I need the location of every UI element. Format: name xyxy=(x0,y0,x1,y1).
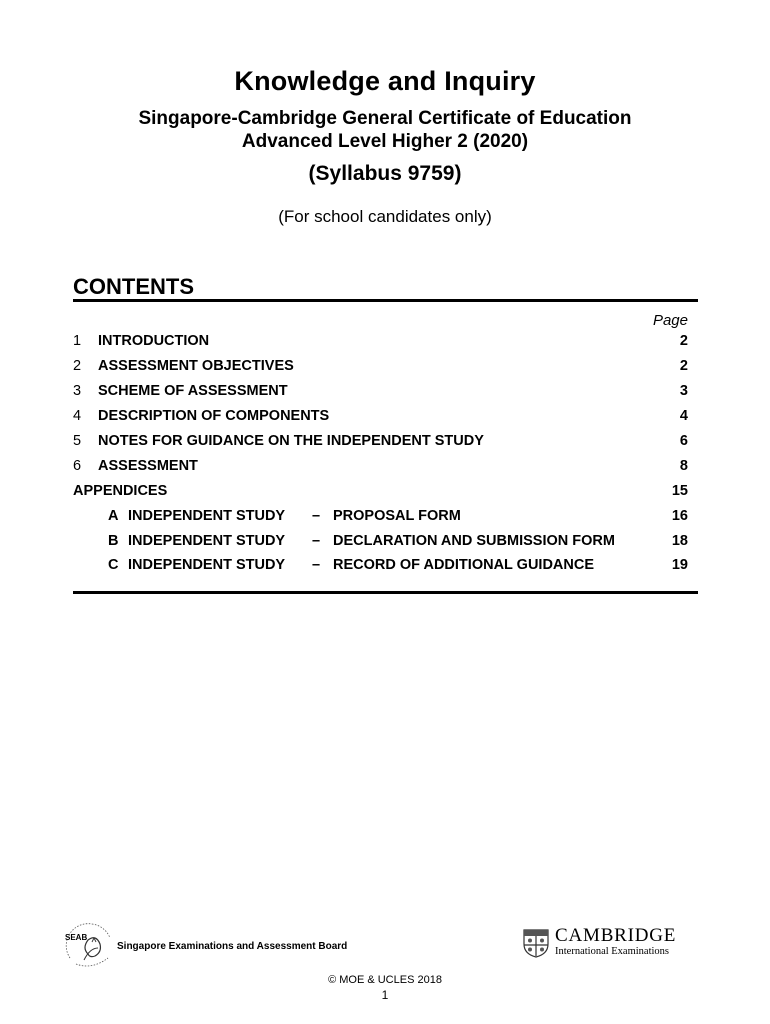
appendix-form-title: RECORD OF ADDITIONAL GUIDANCE xyxy=(333,557,594,573)
toc-title: NOTES FOR GUIDANCE ON THE INDEPENDENT STUDY xyxy=(98,433,484,449)
toc-number: 3 xyxy=(73,383,82,399)
toc-number: 4 xyxy=(73,408,82,424)
toc-page: 4 xyxy=(679,408,688,424)
subtitle-line-1: Singapore-Cambridge General Certificate of Education xyxy=(138,108,632,129)
toc-page: 3 xyxy=(679,383,688,399)
toc-page: 6 xyxy=(679,433,688,449)
toc-number: 5 xyxy=(73,433,82,449)
cambridge-name: CAMBRIDGE xyxy=(555,925,677,946)
toc-number: 6 xyxy=(73,458,82,474)
appendix-dash: – xyxy=(312,508,321,524)
toc-page: 18 xyxy=(671,533,688,549)
toc-entry xyxy=(73,458,688,480)
toc-entry xyxy=(73,408,688,430)
syllabus-code: (Syllabus 9759) xyxy=(308,162,462,185)
seab-logo-icon xyxy=(62,918,114,968)
appendix-entry xyxy=(73,508,688,530)
toc-page: 2 xyxy=(679,358,688,374)
seab-logo-text: SEAB xyxy=(65,933,88,942)
toc-title: DESCRIPTION OF COMPONENTS xyxy=(98,408,330,424)
toc-page: 19 xyxy=(671,557,688,573)
subtitle-line-2: Advanced Level Higher 2 (2020) xyxy=(241,131,529,152)
appendix-dash: – xyxy=(312,533,321,549)
appendix-letter: A xyxy=(108,508,119,524)
toc-title: SCHEME OF ASSESSMENT xyxy=(98,383,288,399)
toc-entry xyxy=(73,333,688,355)
cambridge-subtitle: International Examinations xyxy=(555,946,670,957)
document-title: Knowledge and Inquiry xyxy=(234,66,536,96)
toc-title: ASSESSMENT xyxy=(98,458,198,474)
toc-entry xyxy=(73,433,688,455)
appendix-dash: – xyxy=(312,557,321,573)
appendix-form-title: DECLARATION AND SUBMISSION FORM xyxy=(333,533,615,549)
appendix-entry xyxy=(73,533,688,555)
page-column-label: Page xyxy=(652,312,688,329)
toc-entry xyxy=(73,383,688,405)
toc-number: 2 xyxy=(73,358,82,374)
candidates-note: (For school candidates only) xyxy=(278,207,492,226)
appendix-letter: B xyxy=(108,533,119,549)
appendix-entry xyxy=(73,557,688,579)
toc-title: INTRODUCTION xyxy=(98,333,210,349)
appendix-study: INDEPENDENT STUDY xyxy=(128,557,286,573)
appendix-letter: C xyxy=(108,557,119,573)
page-number: 1 xyxy=(381,988,389,1002)
toc-page: 8 xyxy=(679,458,688,474)
appendix-form-title: PROPOSAL FORM xyxy=(333,508,461,524)
contents-heading: CONTENTS xyxy=(73,274,194,299)
contents-top-rule xyxy=(73,299,698,302)
contents-bottom-rule xyxy=(73,591,698,594)
seab-name: Singapore Examinations and Assessment Board xyxy=(117,941,348,952)
cambridge-shield-icon xyxy=(522,928,550,958)
appendix-study: INDEPENDENT STUDY xyxy=(128,533,286,549)
toc-number: 1 xyxy=(73,333,82,349)
toc-entry xyxy=(73,358,688,380)
toc-title: ASSESSMENT OBJECTIVES xyxy=(98,358,294,374)
appendices-label: APPENDICES xyxy=(73,483,168,499)
toc-page: 2 xyxy=(679,333,688,349)
appendix-study: INDEPENDENT STUDY xyxy=(128,508,286,524)
appendices-entry xyxy=(73,483,688,505)
toc-page: 15 xyxy=(671,483,688,499)
copyright: © MOE & UCLES 2018 xyxy=(328,974,442,986)
toc-page: 16 xyxy=(671,508,688,524)
